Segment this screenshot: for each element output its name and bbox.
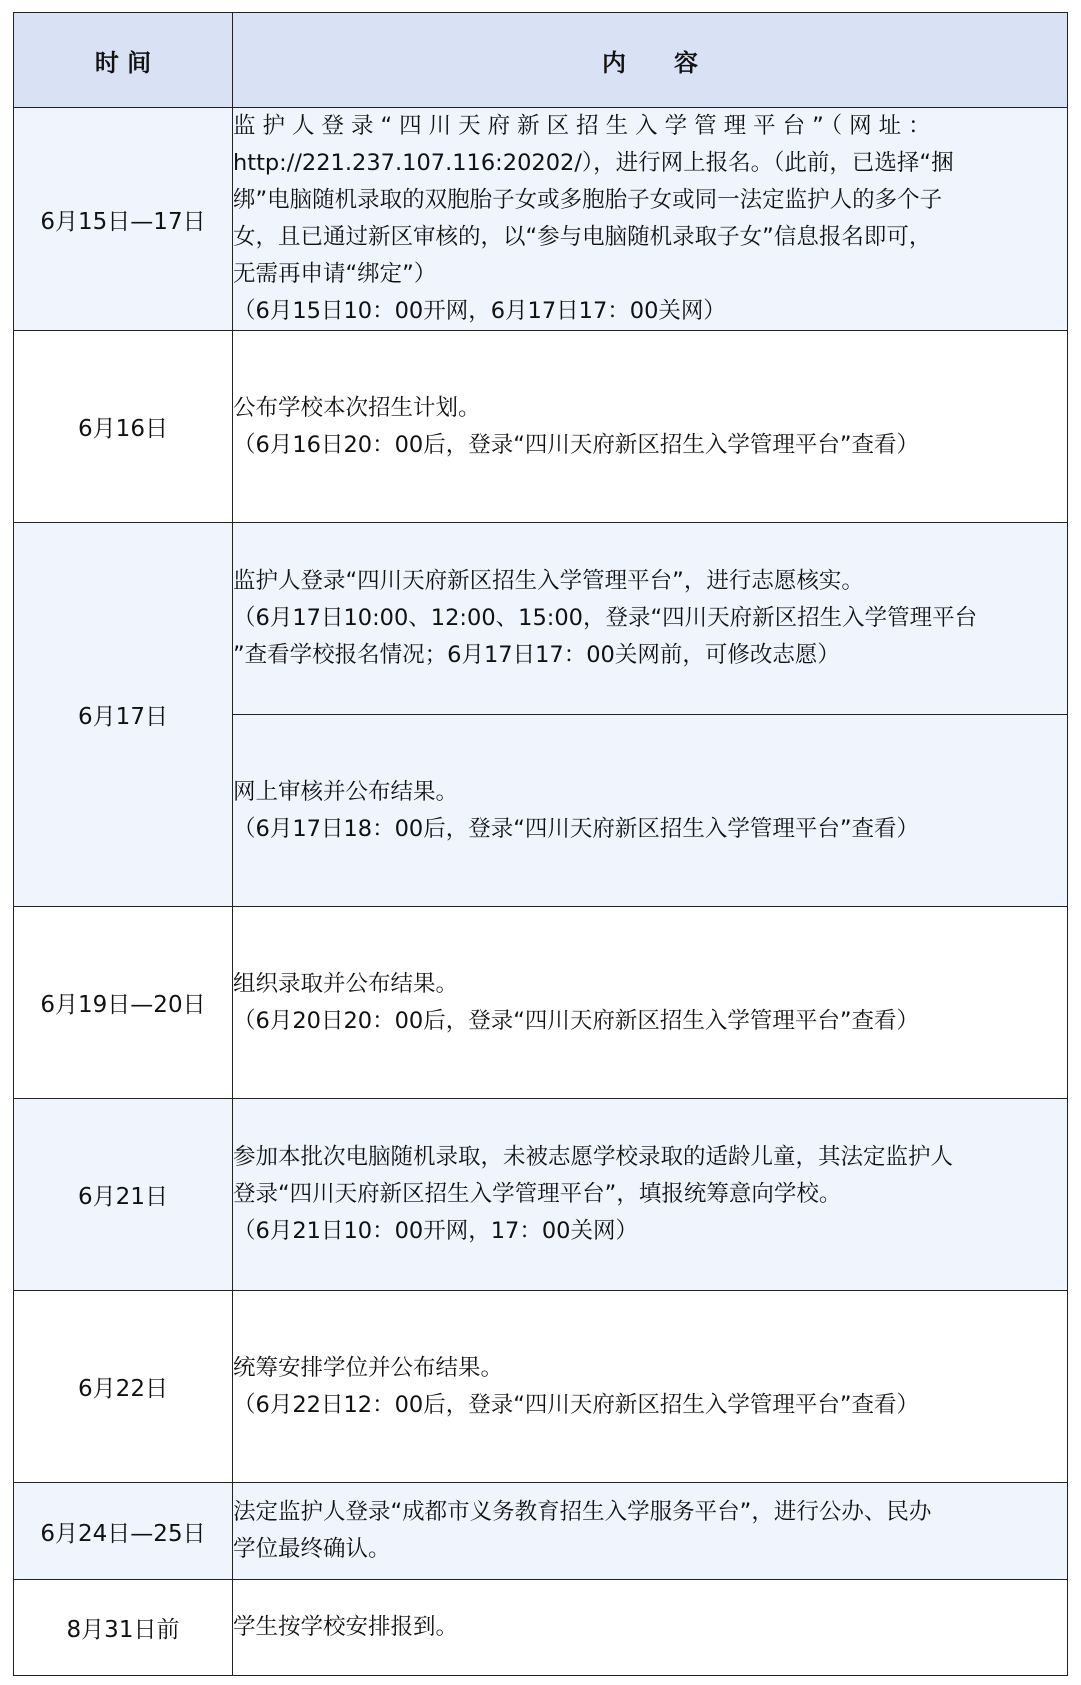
table-row xyxy=(14,108,1068,331)
header-time: 时 间 xyxy=(14,13,233,108)
content-line: 监护人登录“四川天府新区招生入学管理平台”，进行志愿核实。 xyxy=(233,568,864,594)
content-line: （6月21日10：00开网，17：00关网） xyxy=(233,1218,638,1244)
row-time: 6月17日 xyxy=(14,523,233,907)
row-time: 6月22日 xyxy=(14,1291,233,1483)
row-time: 6月15日—17日 xyxy=(14,108,233,331)
content-line: （6月20日20：00后，登录“四川天府新区招生入学管理平台”查看） xyxy=(233,1007,920,1034)
content-line: （6月16日20：00后，登录“四川天府新区招生入学管理平台”查看） xyxy=(233,431,920,458)
content-line: 绑”电脑随机录取的双胞胎子女或多胞胎子女或同一法定监护人的多个子 xyxy=(233,187,943,213)
row-time: 6月21日 xyxy=(14,1099,233,1291)
content-line: （6月17日10:00、12:00、15:00，登录“四川天府新区招生入学管理平台 xyxy=(233,605,978,631)
content-line: 网上审核并公布结果。 xyxy=(233,778,459,805)
row-content xyxy=(233,523,1068,715)
content-line: ”查看学校报名情况；6月17日17：00关网前，可修改志愿） xyxy=(233,642,840,668)
content-line: 公布学校本次招生计划。 xyxy=(233,394,481,421)
content-line: 女，且已通过新区审核的，以“参与电脑随机录取子女”信息报名即可， xyxy=(233,224,932,250)
table-row xyxy=(14,1099,1068,1291)
content-line: 参加本批次电脑随机录取，未被志愿学校录取的适龄儿童，其法定监护人 xyxy=(233,1144,954,1170)
row-time: 8月31日前 xyxy=(14,1580,233,1676)
row-content xyxy=(233,1099,1068,1291)
table-row xyxy=(14,1483,1068,1580)
header-content: 内 容 xyxy=(233,13,1068,108)
table-row xyxy=(14,1291,1068,1483)
content-line: http://221.237.107.116:20202/），进行网上报名。（此前，已选择“捆 xyxy=(233,150,954,176)
row-content xyxy=(233,1291,1068,1483)
content-line: 监护人登录“四川天府新区招生入学管理平台”（网址： xyxy=(233,113,938,139)
content-line: 学位最终确认。 xyxy=(233,1536,391,1562)
content-line: （6月15日10：00开网，6月17日17：00关网） xyxy=(233,298,726,324)
content-line: 无需再申请“绑定”） xyxy=(233,261,437,287)
table-row xyxy=(14,907,1068,1099)
row-content xyxy=(233,1580,1068,1676)
content-line: 法定监护人登录“成都市义务教育招生入学服务平台”，进行公办、民办 xyxy=(233,1499,932,1525)
content-line: 组织录取并公布结果。 xyxy=(233,970,459,997)
schedule-table xyxy=(13,12,1068,1676)
row-time: 6月19日—20日 xyxy=(14,907,233,1099)
row-content xyxy=(233,907,1068,1099)
row-content xyxy=(233,108,1068,331)
content-line: 学生按学校安排报到。 xyxy=(233,1614,459,1640)
row-content xyxy=(233,1483,1068,1580)
content-line: 统筹安排学位并公布结果。 xyxy=(233,1354,504,1381)
row-time: 6月16日 xyxy=(14,331,233,523)
table-row xyxy=(14,523,1068,715)
row-content xyxy=(233,331,1068,523)
row-content xyxy=(233,715,1068,907)
table-row xyxy=(14,1580,1068,1676)
header-row xyxy=(14,13,1068,108)
row-time: 6月24日—25日 xyxy=(14,1483,233,1580)
table-row xyxy=(14,331,1068,523)
content-line: （6月22日12：00后，登录“四川天府新区招生入学管理平台”查看） xyxy=(233,1391,920,1418)
content-line: 登录“四川天府新区招生入学管理平台”，填报统筹意向学校。 xyxy=(233,1181,842,1207)
content-line: （6月17日18：00后，登录“四川天府新区招生入学管理平台”查看） xyxy=(233,815,920,842)
